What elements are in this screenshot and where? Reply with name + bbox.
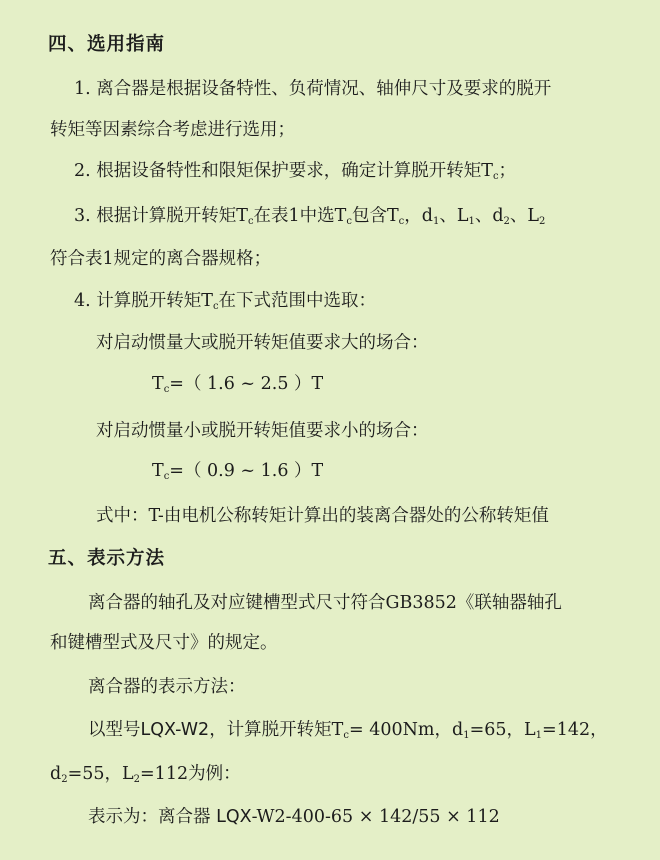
item-4: 4. 计算脱开转矩$T_c$在下式范围中选取： <box>74 291 377 312</box>
method-label: 离合器的表示方法： <box>88 677 246 697</box>
section-heading: 四、选用指南 <box>48 34 166 55</box>
formula-note: 式中：T-由电机公称转矩计算出的装离合器处的公称转矩值 <box>96 506 549 526</box>
formula-1: $T_c=$（ 1.6 ~ 2.5 ）T <box>152 374 324 395</box>
para-1-line-2: 和键槽型式及尺寸》的规定。 <box>50 633 278 653</box>
para-1-line-1: 离合器的轴孔及对应键槽型式尺寸符合GB3852《联轴器轴孔 <box>88 593 562 613</box>
item-3-line-1: 3. 根据计算脱开转矩$T_c$在表1中选$T_c$包含$T_c$，$d_1$、$L_1$、$d_2$、$L_2$ <box>74 206 546 227</box>
result-line: 表示为：离合器 LQX-W2-400-65 × 142/55 × 112 <box>88 807 500 827</box>
example-line-2: $d_2=55$，$L_2=112$为例： <box>50 764 241 785</box>
item-1-line-1: 1. 离合器是根据设备特性、负荷情况、轴伸尺寸及要求的脱开 <box>74 79 552 99</box>
case-2-text: 对启动惯量小或脱开转矩值要求小的场合： <box>96 421 429 441</box>
item-3-line-2: 符合表1规定的离合器规格； <box>50 249 272 269</box>
formula-2: $T_c=$（ 0.9 ~ 1.6 ）T <box>152 461 324 482</box>
item-2: 2. 根据设备特性和限矩保护要求，确定计算脱开转矩$T_c$； <box>74 161 517 182</box>
item-1-line-2: 转矩等因素综合考虑进行选用； <box>50 120 295 140</box>
section-heading: 五、表示方法 <box>48 548 166 569</box>
example-line-1: 以型号LQX-W2，计算脱开转矩$T_c= 400Nm$，$d_1=65$，$L_1=142$， <box>88 720 608 741</box>
case-1-text: 对启动惯量大或脱开转矩值要求大的场合： <box>96 333 429 353</box>
